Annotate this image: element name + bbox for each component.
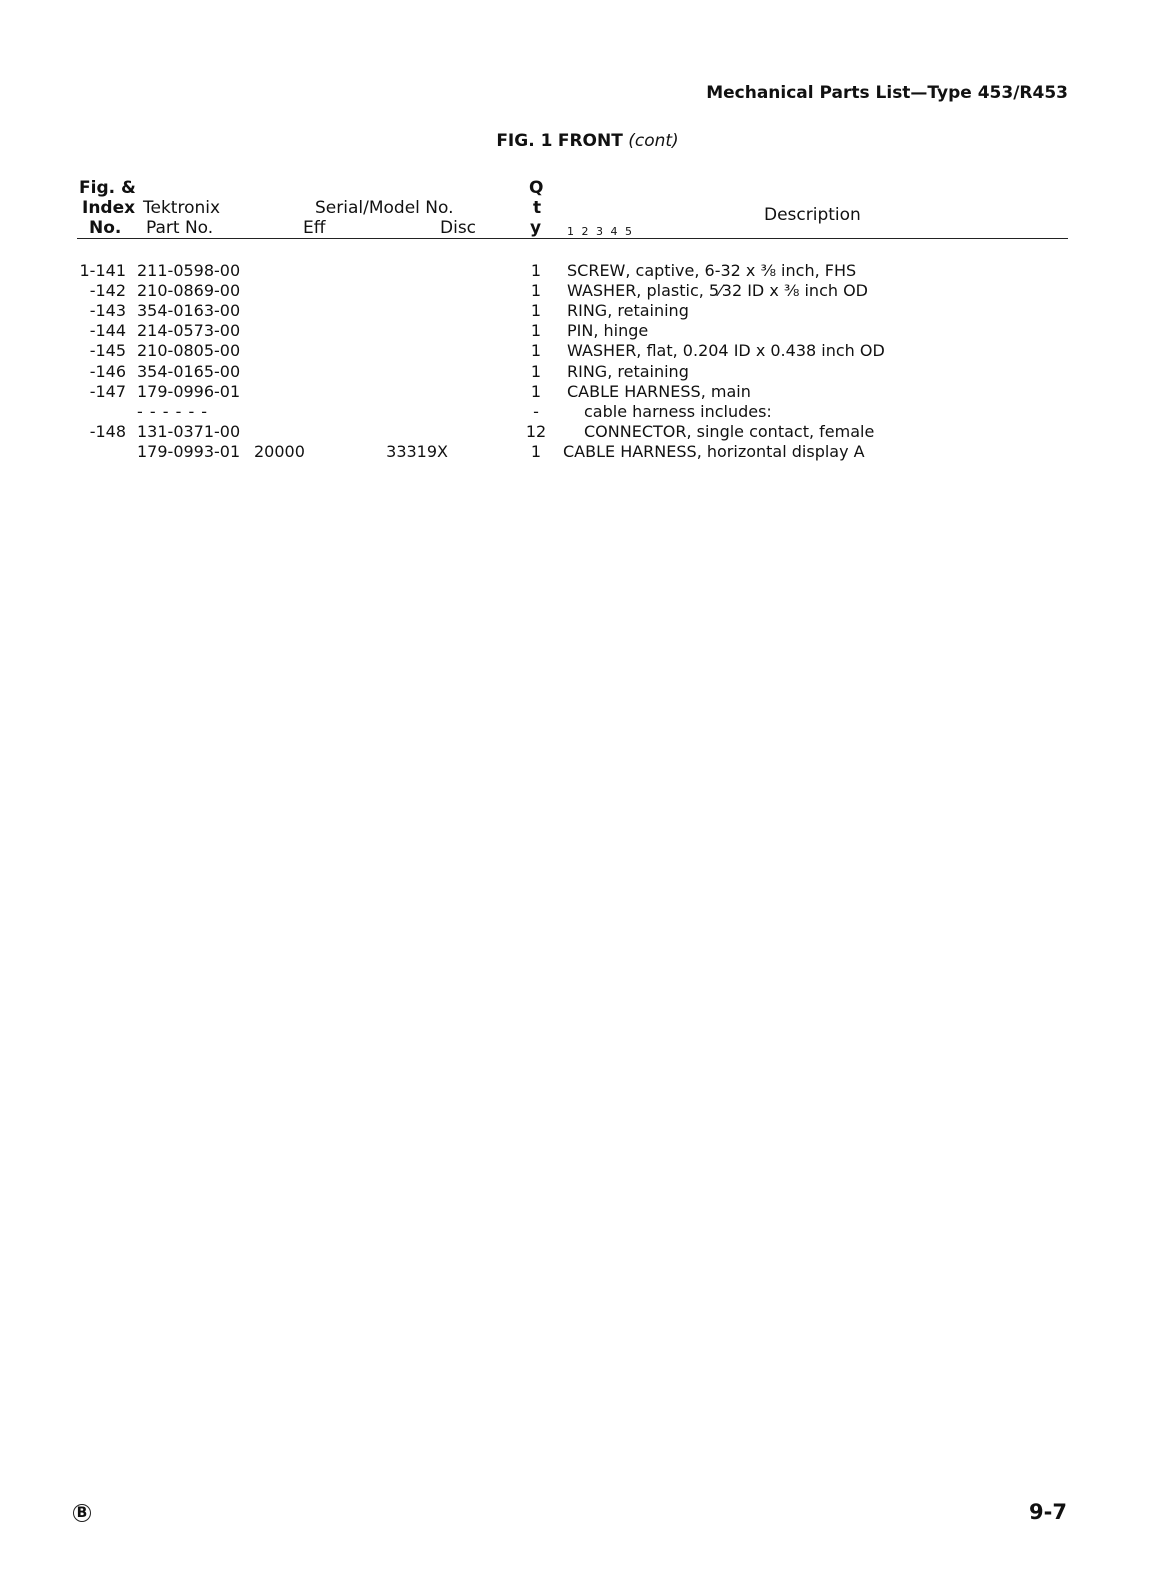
row-desc: RING, retaining <box>567 301 689 320</box>
row-desc: PIN, hinge <box>567 321 649 340</box>
row-desc: cable harness includes: <box>584 402 772 421</box>
footer-mark: B <box>73 1504 91 1522</box>
row-eff: 20000 <box>254 442 305 461</box>
row-part: 179-0996-01 <box>137 382 241 401</box>
col-qty-1: Q <box>529 178 544 198</box>
table-row <box>0 402 1175 422</box>
row-qty: 1 <box>530 362 542 381</box>
table-row <box>0 362 1175 382</box>
row-qty: 1 <box>530 321 542 340</box>
col-qty-2: t <box>533 198 542 218</box>
row-qty: 1 <box>530 281 542 300</box>
row-desc: SCREW, captive, 6-32 x ⅜ inch, FHS <box>567 261 857 280</box>
row-index: -143 <box>89 301 126 320</box>
table-row <box>0 442 1175 462</box>
row-index: -145 <box>89 341 126 360</box>
page-number: 9-7 <box>1029 1500 1067 1524</box>
row-part: 214-0573-00 <box>137 321 241 340</box>
table-row <box>0 382 1175 402</box>
row-index: -144 <box>89 321 126 340</box>
page-header-title: Mechanical Parts List—Type 453/R453 <box>706 83 1068 103</box>
table-row <box>0 281 1175 301</box>
row-part: 354-0163-00 <box>137 301 241 320</box>
row-part: 210-0805-00 <box>137 341 241 360</box>
row-disc: 33319X <box>386 442 448 461</box>
col-part-2: Part No. <box>146 218 214 238</box>
row-qty: 12 <box>525 422 547 441</box>
figure-name: FRONT <box>557 131 623 151</box>
col-eff: Eff <box>303 218 326 238</box>
col-fig-index-3: No. <box>89 218 122 238</box>
row-index: -146 <box>89 362 126 381</box>
row-part: 179-0993-01 <box>137 442 241 461</box>
figure-prefix: FIG. 1 <box>496 131 553 151</box>
table-row <box>0 341 1175 361</box>
row-qty: 1 <box>530 341 542 360</box>
row-part: 354-0165-00 <box>137 362 241 381</box>
col-fig-index-2: Index <box>82 198 136 218</box>
figure-title <box>0 131 1175 151</box>
row-part: - - - - - - <box>137 402 209 421</box>
col-levels: 1 2 3 4 5 <box>567 225 634 238</box>
row-qty: 1 <box>530 301 542 320</box>
row-qty: 1 <box>530 442 542 461</box>
row-qty: 1 <box>530 382 542 401</box>
col-serial: Serial/Model No. <box>315 198 454 218</box>
row-part: 131-0371-00 <box>137 422 241 441</box>
col-description: Description <box>764 205 861 225</box>
row-desc: RING, retaining <box>567 362 689 381</box>
table-row <box>0 422 1175 442</box>
row-desc: CABLE HARNESS, main <box>567 382 751 401</box>
header-rule <box>77 238 1068 239</box>
table-row <box>0 301 1175 321</box>
row-part: 210-0869-00 <box>137 281 241 300</box>
table-row <box>0 261 1175 281</box>
figure-suffix: (cont) <box>628 131 679 151</box>
row-index: -148 <box>89 422 126 441</box>
col-disc: Disc <box>440 218 477 238</box>
row-index: 1-141 <box>79 261 126 280</box>
row-part: 211-0598-00 <box>137 261 241 280</box>
table-row <box>0 321 1175 341</box>
row-qty: 1 <box>530 261 542 280</box>
col-fig-index-1: Fig. & <box>79 178 136 198</box>
row-index: -147 <box>89 382 126 401</box>
row-desc: CONNECTOR, single contact, female <box>584 422 875 441</box>
row-index: -142 <box>89 281 126 300</box>
col-qty-3: y <box>530 218 542 238</box>
row-desc: WASHER, plastic, 5⁄32 ID x ⅜ inch OD <box>567 281 868 300</box>
row-desc: WASHER, flat, 0.204 ID x 0.438 inch OD <box>567 341 885 360</box>
row-desc: CABLE HARNESS, horizontal display A <box>563 442 865 461</box>
row-qty: - <box>533 402 539 421</box>
col-part-1: Tektronix <box>143 198 221 218</box>
